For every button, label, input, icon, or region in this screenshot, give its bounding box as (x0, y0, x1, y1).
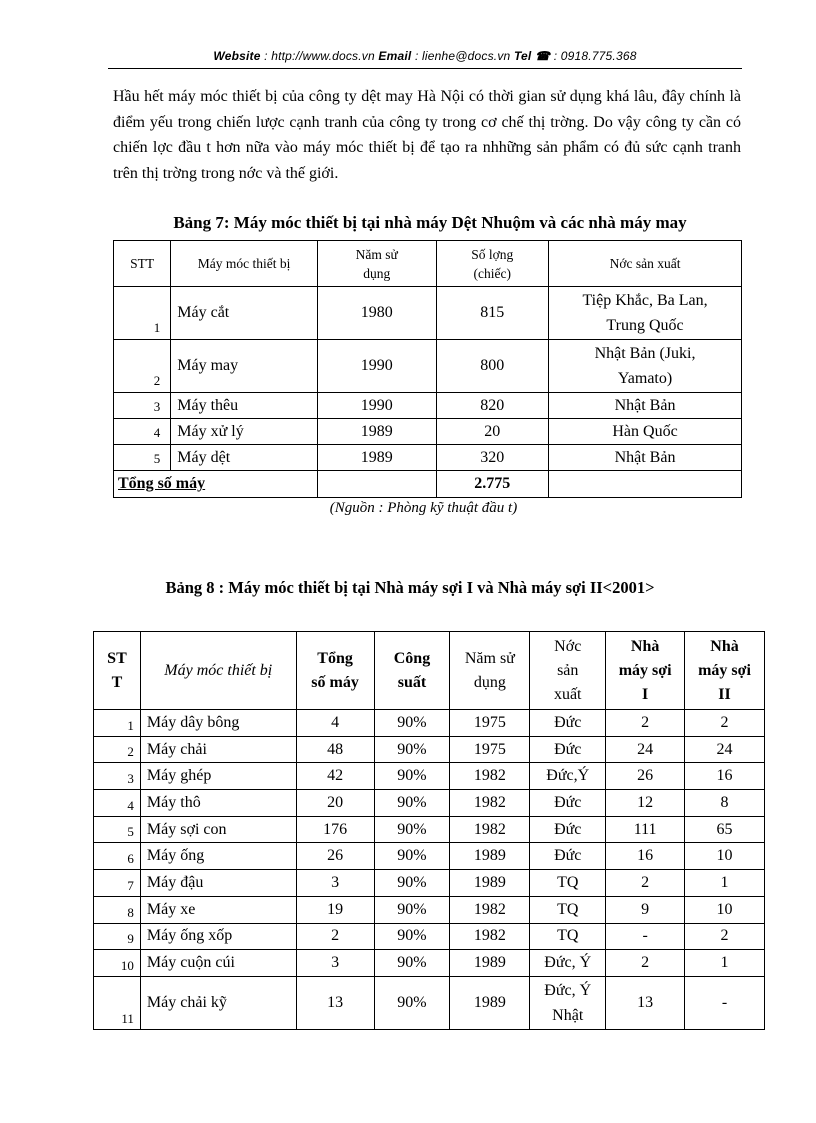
t8-cell-stt: 5 (94, 816, 141, 843)
t8-cell-name: Máy ghép (140, 763, 296, 790)
t8-cell-cap: 90% (374, 816, 450, 843)
t8-cell-cap: 90% (374, 870, 450, 897)
t7-header-qty: Số lợng (chiếc) (436, 241, 549, 287)
table-row (94, 896, 765, 923)
t8-cell-stt: 1 (94, 710, 141, 737)
t8-cell-stt: 10 (94, 950, 141, 977)
t8-cell-f1: 2 (606, 950, 685, 977)
t8-cell-f2: 10 (685, 843, 765, 870)
table-row: 11 Máy chải kỹ 13 90% 1989 Đức, Ý Nhật 13 - (94, 976, 765, 1029)
table-row (94, 736, 765, 763)
t8-cell-stt: 2 (94, 736, 141, 763)
t8-cell-total: 19 (296, 896, 374, 923)
t8-cell-country: Đức,Ý (530, 763, 606, 790)
website-value: : http://www.docs.vn (264, 49, 375, 63)
t8-header-name: Máy móc thiết bị (140, 632, 296, 710)
t8-cell-year: 1982 (450, 896, 530, 923)
t8-cell-name: Máy chải (140, 736, 296, 763)
table-row (94, 816, 765, 843)
t8-cell-total: 48 (296, 736, 374, 763)
t8-header-capacity: Công suất (374, 632, 450, 710)
t8-cell-f1: 2 (606, 710, 685, 737)
table7-header-row (114, 241, 742, 287)
t8-cell-name: Máy sợi con (140, 816, 296, 843)
table8 (93, 631, 765, 1030)
t8-cell-f1: 9 (606, 896, 685, 923)
t8-cell-stt: 9 (94, 923, 141, 950)
t8-cell-country: Đức, Ý (530, 950, 606, 977)
body-paragraph: Hầu hết máy móc thiết bị của công ty dệt may Hà Nội có thời gian sử dụng khá lâu, đây chính là điểm yếu trong chiến lược cạnh tranh của công ty trong cơ chế thị trờng. Do vậy công ty cần có chiến lợc đầu t hơn nữa vào máy móc thiết bị để tạo ra nhhững sản phẩm có đủ sức cạnh tranh trên thị trờng trong nớc và thế giới. (113, 88, 741, 182)
t8-cell-name: Máy ống xốp (140, 923, 296, 950)
t8-cell-year: 1989 (450, 950, 530, 977)
table-row: 2 Máy may 1990 800 Nhật Bản (Juki, Yamato) (114, 340, 742, 393)
t8-cell-country: TQ (530, 870, 606, 897)
t8-cell-year: 1982 (450, 816, 530, 843)
table-row: 3 Máy thêu 1990 820 Nhật Bản (114, 393, 742, 419)
t8-cell-stt: 8 (94, 896, 141, 923)
t8-cell-cap: 90% (374, 950, 450, 977)
t8-cell-name: Máy đậu (140, 870, 296, 897)
t8-cell-year: 1975 (450, 736, 530, 763)
total-label: Tổng số máy (114, 471, 318, 498)
t8-cell-f1: 111 (606, 816, 685, 843)
t8-cell-total: 3 (296, 950, 374, 977)
t8-cell-year: 1989 (450, 870, 530, 897)
t8-cell-cap: 90% (374, 710, 450, 737)
t8-cell-f2: 10 (685, 896, 765, 923)
t8-header-stt: ST T (94, 632, 141, 710)
t8-cell-total: 42 (296, 763, 374, 790)
header-divider (108, 68, 742, 69)
table8-body (94, 710, 765, 977)
table-row (94, 710, 765, 737)
t8-cell-cap: 90% (374, 923, 450, 950)
t8-cell-year: 1975 (450, 710, 530, 737)
t8-cell-total: 26 (296, 843, 374, 870)
t8-cell-country: Đức (530, 816, 606, 843)
t8-cell-year: 1989 (450, 843, 530, 870)
email-value: : lienhe@docs.vn (414, 49, 511, 63)
t8-cell-country: Đức (530, 710, 606, 737)
t8-cell-cap: 90% (374, 790, 450, 817)
table-row: 1 Máy cắt 1980 815 Tiệp Khắc, Ba Lan, Trung Quốc (114, 287, 742, 340)
t8-cell-f2: 1 (685, 870, 765, 897)
website-label: Website (213, 49, 261, 63)
t8-cell-f2: 1 (685, 950, 765, 977)
t7-header-country: Nớc sản xuất (549, 241, 742, 287)
t8-cell-f1: 12 (606, 790, 685, 817)
t8-header-year: Năm sử dụng (450, 632, 530, 710)
table-row: 4 Máy xử lý 1989 20 Hàn Quốc (114, 419, 742, 445)
table-row (94, 923, 765, 950)
t8-cell-cap: 90% (374, 896, 450, 923)
t8-cell-f1: 2 (606, 870, 685, 897)
table-row (94, 843, 765, 870)
t8-cell-total: 4 (296, 710, 374, 737)
table7-total-row (114, 471, 742, 498)
t8-cell-country: TQ (530, 896, 606, 923)
tel-value: : 0918.775.368 (553, 49, 637, 63)
t7-header-year: Năm sử dụng (317, 241, 436, 287)
t8-cell-year: 1982 (450, 790, 530, 817)
t7-header-name: Máy móc thiết bị (171, 241, 318, 287)
t8-cell-total: 3 (296, 870, 374, 897)
page-header (110, 49, 740, 63)
t8-cell-cap: 90% (374, 763, 450, 790)
t8-cell-year: 1982 (450, 923, 530, 950)
table-row: 5 Máy dệt 1989 320 Nhật Bản (114, 445, 742, 471)
t8-cell-cap: 90% (374, 843, 450, 870)
t8-cell-f1: 16 (606, 843, 685, 870)
t8-cell-year: 1982 (450, 763, 530, 790)
table7-caption: Bảng 7: Máy móc thiết bị tại nhà máy Dệt Nhuộm và các nhà máy may (173, 213, 687, 232)
t8-cell-total: 176 (296, 816, 374, 843)
table8-caption: Bảng 8 : Máy móc thiết bị tại Nhà máy sợi I và Nhà máy sợi II<2001> (165, 578, 655, 597)
table-row (94, 870, 765, 897)
table-row (94, 763, 765, 790)
t8-header-country: Nớc sản xuất (530, 632, 606, 710)
t8-cell-stt: 3 (94, 763, 141, 790)
t8-cell-f2: 2 (685, 923, 765, 950)
t8-cell-stt: 6 (94, 843, 141, 870)
t8-cell-stt: 4 (94, 790, 141, 817)
t8-cell-f2: 16 (685, 763, 765, 790)
t8-header-factory2: Nhà máy sợi II (685, 632, 765, 710)
t8-cell-f1: 26 (606, 763, 685, 790)
t8-header-factory1: Nhà máy sợi I (606, 632, 685, 710)
table7-source: (Nguồn : Phòng kỹ thuật đầu t) (329, 500, 518, 516)
t8-cell-name: Máy thô (140, 790, 296, 817)
tel-label: Tel ☎ (513, 49, 551, 63)
table-row (94, 950, 765, 977)
t8-cell-f2: 24 (685, 736, 765, 763)
t8-cell-f1: 24 (606, 736, 685, 763)
t8-cell-name: Máy dây bông (140, 710, 296, 737)
t8-cell-country: TQ (530, 923, 606, 950)
t8-cell-country: Đức (530, 790, 606, 817)
t8-cell-f2: 2 (685, 710, 765, 737)
t8-cell-stt: 7 (94, 870, 141, 897)
table-row (94, 790, 765, 817)
t8-cell-country: Đức (530, 843, 606, 870)
t7-header-stt: STT (114, 241, 171, 287)
t8-cell-name: Máy ống (140, 843, 296, 870)
t8-cell-name: Máy xe (140, 896, 296, 923)
t8-cell-cap: 90% (374, 736, 450, 763)
t8-cell-total: 20 (296, 790, 374, 817)
t8-cell-f2: 8 (685, 790, 765, 817)
t8-cell-f1: - (606, 923, 685, 950)
table8-header-row (94, 632, 765, 710)
total-value: 2.775 (436, 471, 549, 498)
t8-cell-total: 2 (296, 923, 374, 950)
t8-header-total: Tổng số máy (296, 632, 374, 710)
table7 (113, 240, 742, 498)
t8-cell-name: Máy cuộn cúi (140, 950, 296, 977)
email-label: Email (378, 49, 412, 63)
t8-cell-f2: 65 (685, 816, 765, 843)
t8-cell-country: Đức (530, 736, 606, 763)
